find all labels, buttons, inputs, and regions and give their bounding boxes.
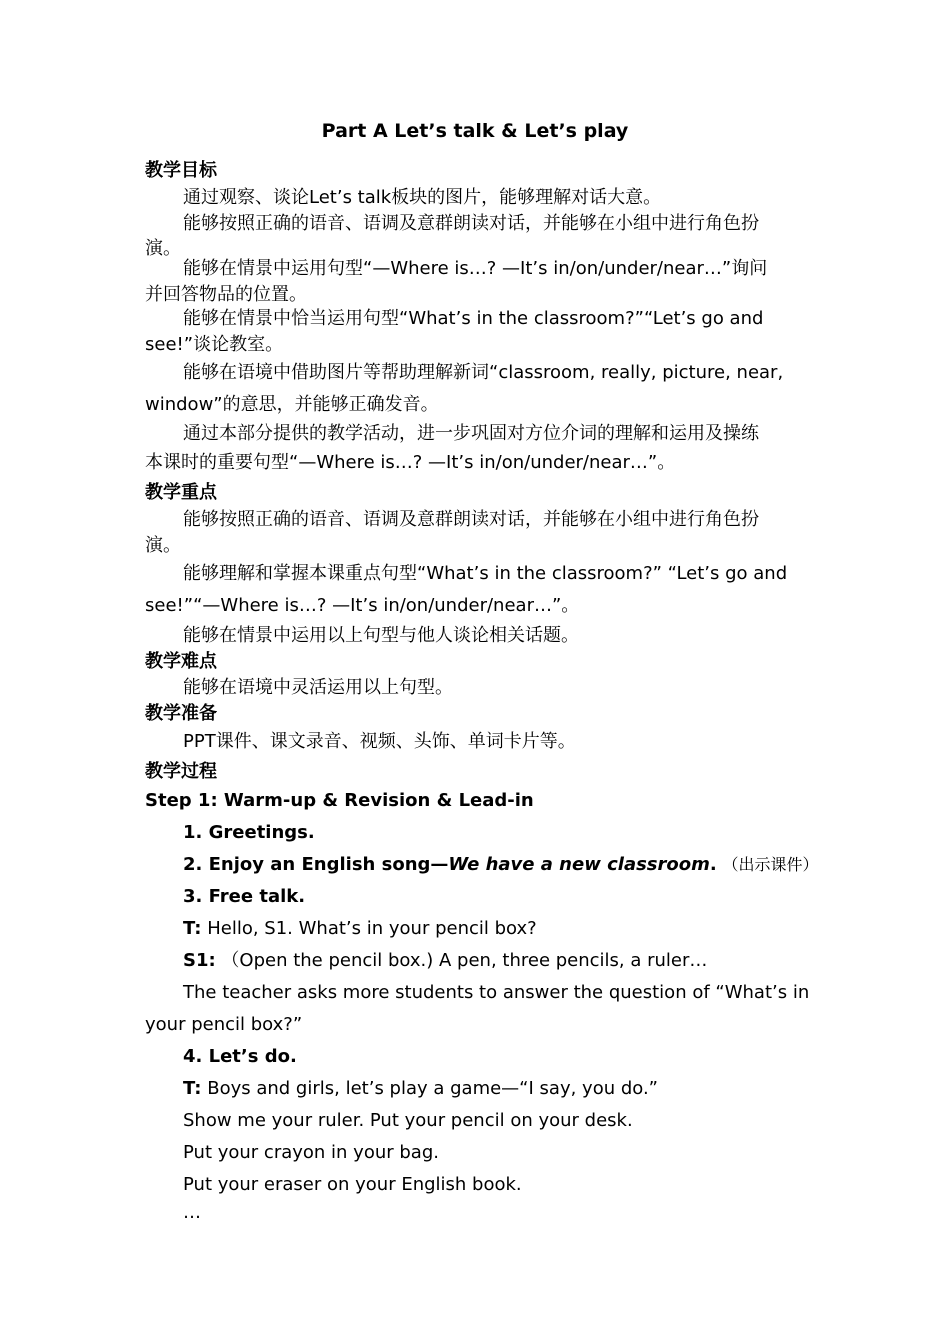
process-heading: 教学过程 (145, 761, 217, 782)
dialogue-text: Hello, S1. What’s in your pencil box? (207, 918, 537, 939)
dialogue-teacher (183, 1076, 815, 1102)
key-point-line: 能够在情景中运用以上句型与他人谈论相关话题。 (183, 625, 579, 646)
courseware-note: （出示课件） (722, 855, 819, 874)
objective-line: 能够按照正确的语音、语调及意群朗读对话，并能够在小组中进行角色扮 (183, 213, 759, 234)
song-title: We have a new classroom (448, 854, 710, 875)
command-line: Show me your ruler. Put your pencil on your desk. (183, 1110, 633, 1131)
item-free-talk: 3. Free talk. (183, 886, 306, 907)
dialogue-text: Boys and girls, let’s play a game—“I say, you do.” (207, 1078, 659, 1099)
objective-line: 本课时的重要句型“—Where is…? —It’s in/on/under/near…”。 (145, 452, 676, 473)
teacher-note-line: The teacher asks more students to answer the question of “What’s in (183, 982, 810, 1003)
dialogue-student (183, 948, 815, 974)
difficulties-heading: 教学难点 (145, 651, 217, 672)
dialogue-teacher (183, 916, 815, 942)
key-point-line: 能够理解和掌握本课重点句型“What’s in the classroom?” “Let’s go and (183, 563, 788, 584)
item-greetings: 1. Greetings. (183, 822, 315, 843)
preparation-heading: 教学准备 (145, 703, 217, 724)
dialogue-text: （Open the pencil box.) A pen, three pencils, a ruler… (221, 950, 708, 971)
key-point-line: see!”“—Where is…? —It’s in/on/under/near…”。 (145, 595, 580, 616)
objective-line: 并回答物品的位置。 (145, 284, 307, 305)
preparation-line: PPT课件、课文录音、视频、头饰、单词卡片等。 (183, 731, 576, 752)
key-points-heading: 教学重点 (145, 482, 217, 503)
command-line: Put your crayon in your bag. (183, 1142, 439, 1163)
item-lets-do: 4. Let’s do. (183, 1046, 297, 1067)
page-title: Part A Let’s talk & Let’s play (321, 120, 629, 142)
item-song-prefix: 2. Enjoy an English song— (183, 854, 449, 875)
step1-heading: Step 1: Warm-up & Revision & Lead-in (145, 790, 534, 811)
objective-line: 演。 (145, 238, 181, 259)
teacher-note-line: your pencil box?” (145, 1014, 303, 1035)
objective-line: 通过观察、谈论Let’s talk板块的图片，能够理解对话大意。 (183, 187, 662, 208)
objective-line: 能够在情景中运用句型“—Where is…? —It’s in/on/under/near…”询问 (183, 258, 768, 279)
speaker-label: T: (183, 918, 202, 939)
ellipsis: … (183, 1202, 201, 1223)
objective-line: 能够在情景中恰当运用句型“What’s in the classroom?”“Let’s go and (183, 308, 764, 329)
objective-line: 能够在语境中借助图片等帮助理解新词“classroom, really, picture, near, (183, 362, 784, 383)
speaker-label: T: (183, 1078, 202, 1099)
key-point-line: 能够按照正确的语音、语调及意群朗读对话，并能够在小组中进行角色扮 (183, 509, 759, 530)
objective-line: window”的意思，并能够正确发音。 (145, 394, 439, 415)
difficulty-line: 能够在语境中灵活运用以上句型。 (183, 677, 453, 698)
key-point-line: 演。 (145, 535, 181, 556)
objectives-heading: 教学目标 (145, 160, 217, 181)
objective-line: 通过本部分提供的教学活动，进一步巩固对方位介词的理解和运用及操练 (183, 423, 759, 444)
objective-line: see!”谈论教室。 (145, 334, 284, 355)
speaker-label: S1: (183, 950, 216, 971)
item-song-dot: . (709, 854, 717, 875)
command-line: Put your eraser on your English book. (183, 1174, 522, 1195)
item-song (183, 852, 819, 878)
